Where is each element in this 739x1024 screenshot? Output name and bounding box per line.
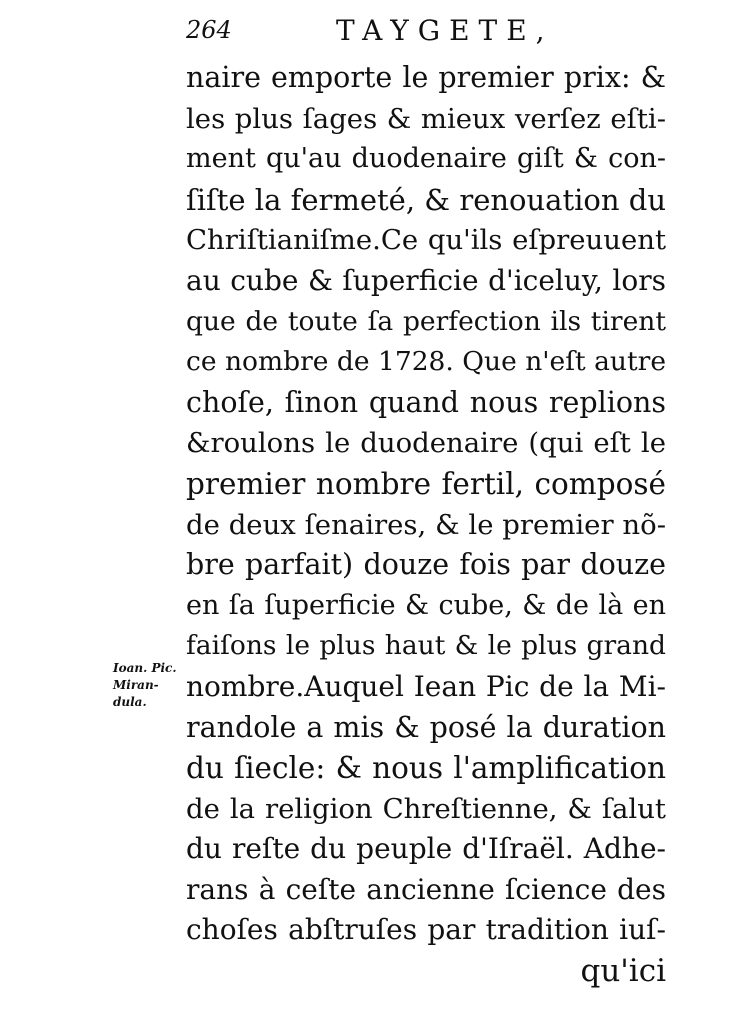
marginal-note-line: Miran- xyxy=(113,678,159,692)
page-header xyxy=(186,14,666,50)
text-line: randole a mis & posé la duration xyxy=(186,710,666,744)
text-line: ce nombre de 1728. Que n'eſt autre xyxy=(186,346,666,378)
text-line: naire emporte le premier prix: & xyxy=(186,61,666,94)
text-line: &roulons le duodenaire (qui eſt le xyxy=(186,427,666,460)
text-line: choſes abſtruſes par tradition iuſ- xyxy=(186,913,666,947)
text-line: Chriſtianiſme.Ce qu'ils eſpreuuent xyxy=(186,224,666,257)
text-line: les plus ſages & mieux verſez eſti- xyxy=(186,102,666,135)
text-line: du reſte du peuple d'Iſraël. Adhe- xyxy=(186,832,666,866)
body-text xyxy=(186,58,666,992)
text-line: que de toute ſa perfection ils tirent xyxy=(186,305,666,337)
page-number: 264 xyxy=(186,16,232,44)
marginal-note-line: Ioan. Pic. xyxy=(113,661,177,675)
running-title: TAYGETE, xyxy=(336,14,554,47)
marginal-note xyxy=(113,660,183,711)
text-line: ſiſte la fermeté, & renouation du xyxy=(186,182,666,217)
text-line: rans à ceſte ancienne ſcience des xyxy=(186,872,666,906)
text-line: nombre.Auquel Iean Pic de la Mi- xyxy=(186,669,666,703)
text-line: de deux ſenaires, & le premier nõ- xyxy=(186,508,666,541)
catchword: qu'ici xyxy=(580,953,666,990)
text-line: du ſiecle: & nous l'amplification xyxy=(186,751,666,786)
text-line: premier nombre fertil, composé xyxy=(186,466,666,501)
text-line: bre parfait) douze fois par douze xyxy=(186,548,666,582)
text-line: au cube & ſuperficie d'iceluy, lors xyxy=(186,263,666,297)
text-line: en ſa ſuperficie & cube, & de là en xyxy=(186,589,666,621)
marginal-note-line: dula. xyxy=(113,695,147,709)
text-line: choſe, ſinon quand nous replions xyxy=(186,385,666,419)
text-line: ment qu'au duodenaire giſt & con- xyxy=(186,143,666,175)
text-line: de la religion Chreſtienne, & ſalut xyxy=(186,792,666,825)
text-line: faiſons le plus haut & le plus grand xyxy=(186,630,666,662)
